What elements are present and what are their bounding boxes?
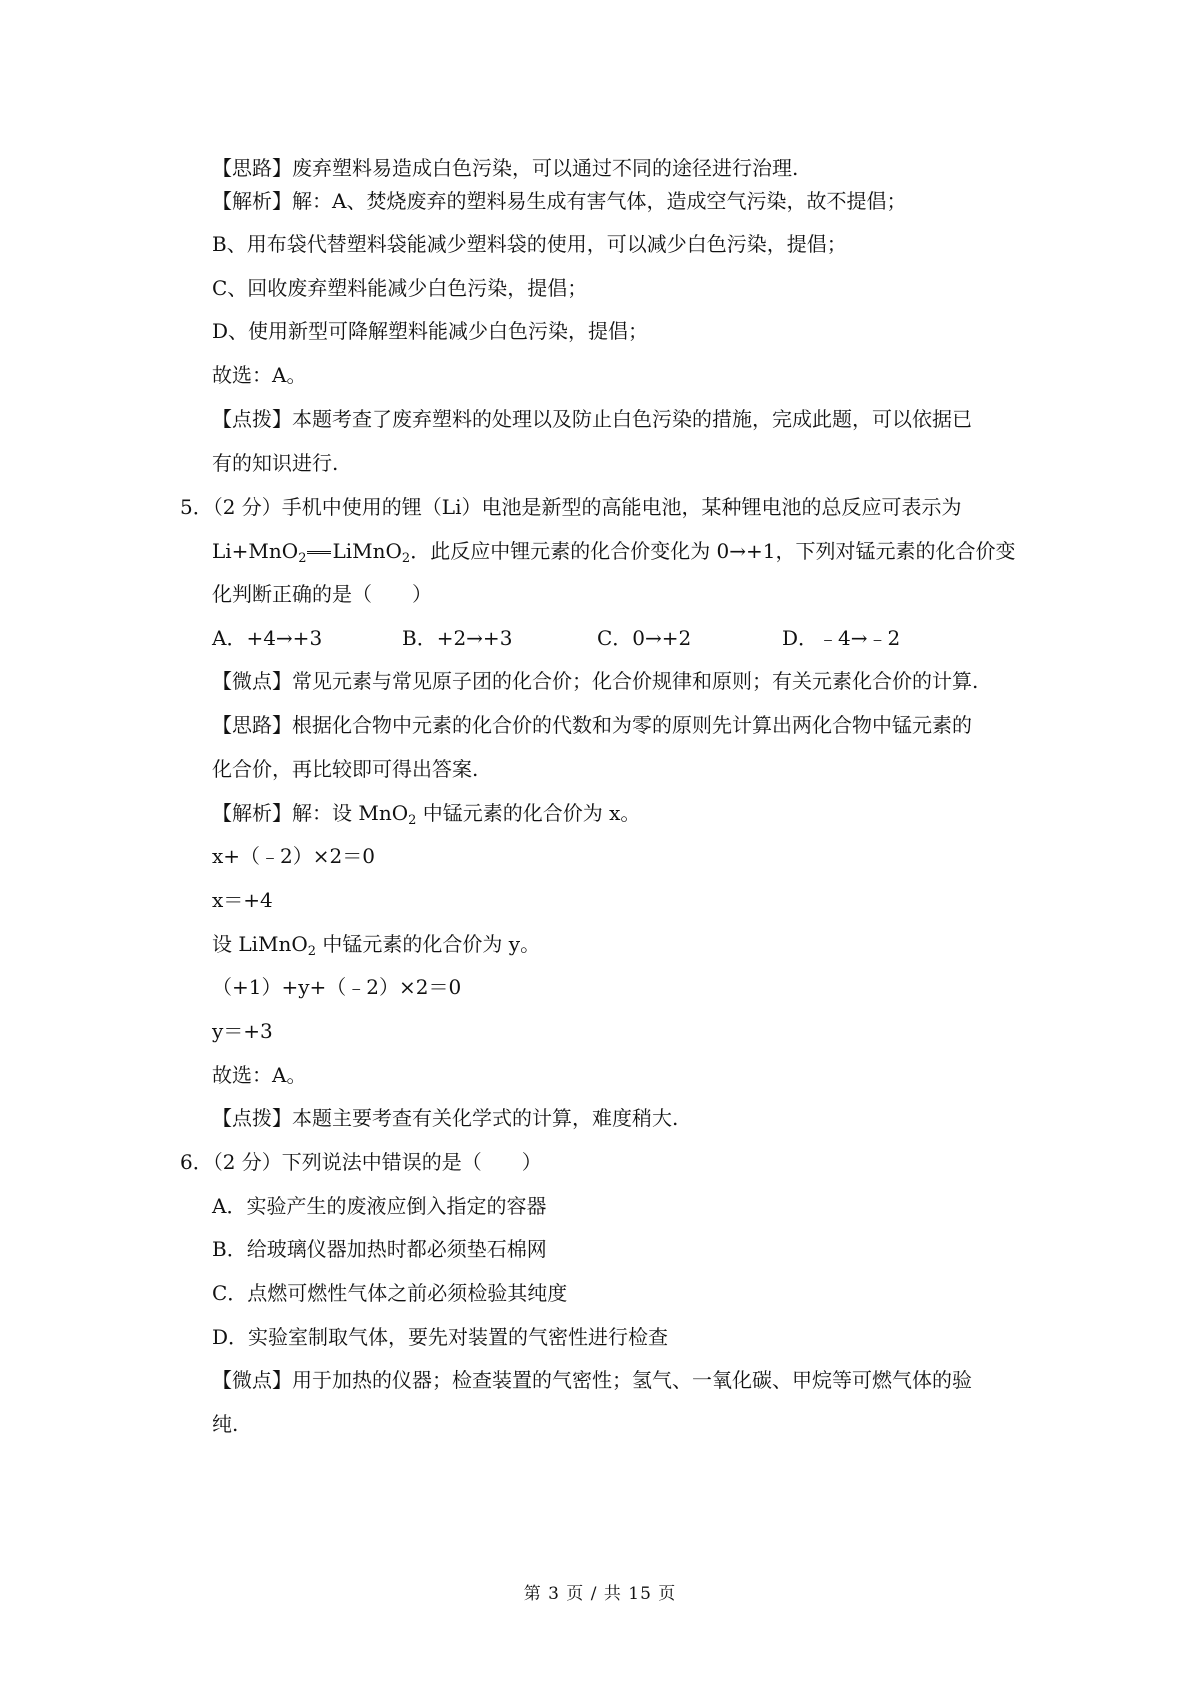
q5-silu-line1: 【思路】根据化合物中元素的化合价的代数和为零的原则先计算出两化合物中锰元素的 [212,713,972,737]
q5-silu-line2: 化合价，再比较即可得出答案. [212,757,479,781]
q5-option-c: C．0→+2 [597,626,692,650]
q5-stem-rest: ．此反应中锂元素的化合价变化为 0→+1，下列对锰元素的化合价变 [410,539,1016,563]
q4-option-d-analysis: D、使用新型可降解塑料能减少白色污染，提倡； [212,319,649,343]
q5-stem-line2 [212,538,1016,564]
q5-set-y [212,931,540,957]
q6-option-b: B．给玻璃仪器加热时都必须垫石棉网 [212,1237,547,1261]
q5-stem-line3: 化判断正确的是（ ） [212,582,432,606]
q5-product-formula: LiMnO [332,539,402,563]
subscript: 2 [401,551,411,566]
q6-option-d: D．实验室制取气体，要先对装置的气密性进行检查 [212,1325,669,1349]
q5-calc-4: y＝+3 [212,1019,273,1043]
q4-dianbo-line1: 【点拨】本题考查了废弃塑料的处理以及防止白色污染的措施，完成此题，可以依据已 [212,407,972,431]
q5-option-b: B．+2→+3 [402,626,513,650]
q4-silu: 【思路】废弃塑料易造成白色污染，可以通过不同的途径进行治理. [212,156,799,180]
q5-weidian: 【微点】常见元素与常见原子团的化合价；化合价规律和原则；有关元素化合价的计算. [212,669,979,693]
q5-calc-3: （+1）+y+（﹣2）×2＝0 [212,975,462,999]
q4-answer: 故选：A。 [212,363,307,387]
q5-options [212,625,900,651]
equals-sign [307,551,331,554]
page-footer: 第 3 页 / 共 15 页 [523,1584,677,1604]
q6-option-c: C．点燃可燃性气体之前必须检验其纯度 [212,1281,568,1305]
subscript: 2 [298,551,307,566]
q5-jiexi [212,800,640,826]
q5-jiexi-text-rest: 中锰元素的化合价为 x。 [416,801,641,825]
subscript: 2 [307,944,317,959]
q5-calc-2: x＝+4 [212,888,273,912]
q5-option-a: A．+4→+3 [212,626,323,650]
q4-dianbo-line2: 有的知识进行. [212,451,339,475]
q6-stem: 6．（2 分）下列说法中错误的是（ ） [180,1150,542,1174]
q5-reactant-formula: Li+MnO [212,539,299,563]
q4-option-b-analysis: B、用布袋代替塑料袋能减少塑料袋的使用，可以减少白色污染，提倡； [212,232,847,256]
q5-jiexi-text: 【解析】解：设 MnO [212,801,409,825]
q5-calc-1: x+（﹣2）×2＝0 [212,844,375,868]
q5-answer: 故选：A。 [212,1063,307,1087]
subscript: 2 [408,813,417,828]
q5-option-d: D．﹣4→﹣2 [782,626,901,650]
q6-weidian-line1: 【微点】用于加热的仪器；检查装置的气密性；氢气、一氧化碳、甲烷等可燃气体的验 [212,1368,972,1392]
q5-dianbo: 【点拨】本题主要考查有关化学式的计算，难度稍大. [212,1106,679,1130]
q5-set-text: 设 LiMnO [212,932,308,956]
q5-stem-line1: 5．（2 分）手机中使用的锂（Li）电池是新型的高能电池，某种锂电池的总反应可表示为 [180,495,962,519]
q5-set-text-rest: 中锰元素的化合价为 y。 [316,932,541,956]
q6-weidian-line2: 纯. [212,1412,239,1436]
q6-option-a: A．实验产生的废液应倒入指定的容器 [212,1194,547,1218]
q4-option-c-analysis: C、回收废弃塑料能减少白色污染，提倡； [212,276,588,300]
q4-jiexi: 【解析】解：A、焚烧废弃的塑料易生成有害气体，造成空气污染，故不提倡； [212,189,907,213]
